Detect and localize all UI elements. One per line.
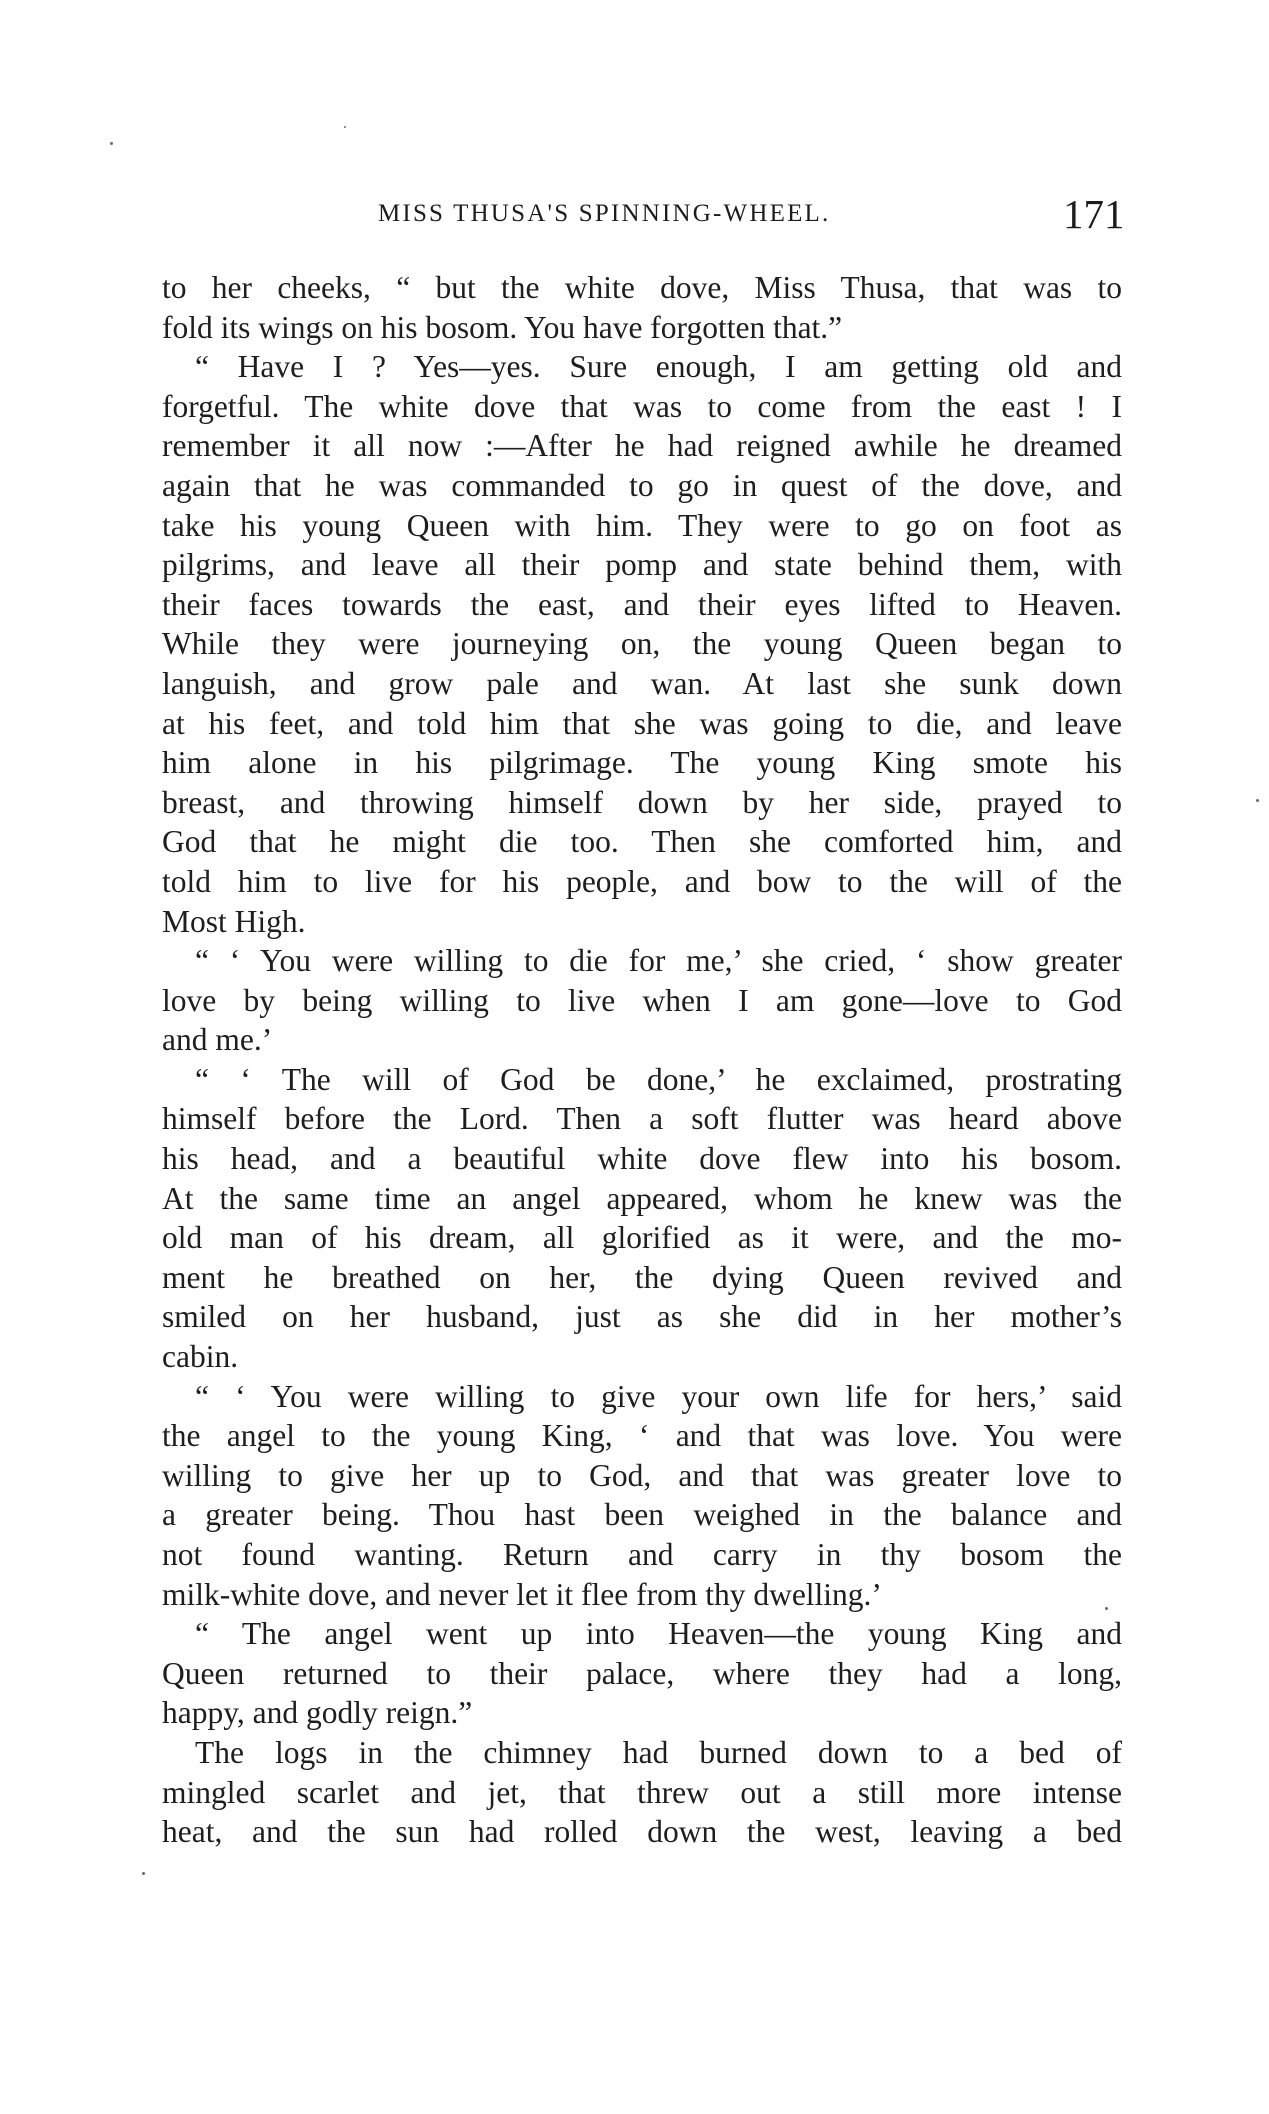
text-line: forgetful. The white dove that was to come from the east ! I	[162, 388, 1122, 424]
text-line: the angel to the young King, ‘ and that was love. You were	[162, 1418, 1122, 1454]
text-line: Queen returned to their palace, where they had a long,	[162, 1655, 1122, 1691]
paper-speck	[142, 1872, 145, 1875]
text-line: mingled scarlet and jet, that threw out a still more intense	[162, 1774, 1122, 1810]
text-line: not found wanting. Return and carry in thy bosom the	[162, 1537, 1122, 1572]
text-line: his head, and a beautiful white dove flew into his bosom.	[162, 1141, 1122, 1177]
paper-speck	[1105, 1607, 1108, 1610]
text-line: heat, and the sun had rolled down the west, leaving a bed	[162, 1814, 1122, 1850]
text-line: himself before the Lord. Then a soft flutter was heard above	[162, 1101, 1122, 1137]
text-line: a greater being. Thou hast been weighed in the balance and	[162, 1497, 1122, 1533]
text-line: “ The angel went up into Heaven—the young King and	[195, 1616, 1122, 1652]
text-line: breast, and throwing himself down by her side, prayed to	[162, 784, 1122, 820]
text-line: languish, and grow pale and wan. At last she sunk down	[162, 665, 1122, 701]
text-line: happy, and godly reign.”	[162, 1695, 473, 1731]
text-line: smiled on her husband, just as she did in her mother’s	[162, 1299, 1122, 1335]
text-line: take his young Queen with him. They were to go on foot as	[162, 507, 1122, 543]
page-number: 171	[1063, 191, 1125, 237]
text-line: him alone in his pilgrimage. The young King smote his	[162, 745, 1122, 781]
running-header	[0, 190, 1269, 242]
text-line: “ ‘ You were willing to give your own life for hers,’ said	[195, 1378, 1122, 1414]
text-line: again that he was commanded to go in quest of the dove, and	[162, 467, 1122, 503]
text-line: fold its wings on his bosom. You have forgotten that.”	[162, 309, 843, 345]
text-line: cabin.	[162, 1339, 239, 1375]
paper-speck	[1256, 799, 1259, 802]
text-line: old man of his dream, all glorified as it were, and the mo-	[162, 1220, 1122, 1256]
text-line: milk-white dove, and never let it flee from thy dwelling.’	[162, 1576, 882, 1612]
text-line: willing to give her up to God, and that was greater love to	[162, 1457, 1122, 1493]
text-line: to her cheeks, “ but the white dove, Miss Thusa, that was to	[162, 270, 1122, 305]
text-line: The logs in the chimney had burned down to a bed of	[195, 1734, 1122, 1770]
text-line: and me.’	[162, 1022, 273, 1058]
text-line: at his feet, and told him that she was going to die, and leave	[162, 705, 1122, 741]
text-line: While they were journeying on, the young Queen began to	[162, 626, 1122, 662]
body-text	[162, 268, 1122, 1852]
paper-speck	[110, 142, 113, 145]
text-line: “ Have I ? Yes—yes. Sure enough, I am getting old and	[195, 349, 1122, 385]
text-line: love by being willing to live when I am gone—love to God	[162, 982, 1122, 1018]
text-line: pilgrims, and leave all their pomp and state behind them, with	[162, 547, 1122, 583]
text-line: their faces towards the east, and their eyes lifted to Heaven.	[162, 586, 1122, 622]
text-line: Most High.	[162, 903, 306, 939]
paper-speck	[344, 126, 346, 128]
text-line: God that he might die too. Then she comforted him, and	[162, 824, 1122, 860]
text-line: remember it all now :—After he had reigned awhile he dreamed	[162, 428, 1122, 464]
text-line: told him to live for his people, and bow to the will of the	[162, 863, 1122, 899]
text-line: “ ‘ The will of God be done,’ he exclaimed, prostrating	[195, 1061, 1122, 1097]
text-line: ment he breathed on her, the dying Queen revived and	[162, 1259, 1122, 1295]
text-line: “ ‘ You were willing to die for me,’ she cried, ‘ show greater	[195, 943, 1122, 979]
running-title: MISS THUSA'S SPINNING-WHEEL.	[378, 200, 831, 227]
text-line: At the same time an angel appeared, whom he knew was the	[162, 1180, 1122, 1216]
